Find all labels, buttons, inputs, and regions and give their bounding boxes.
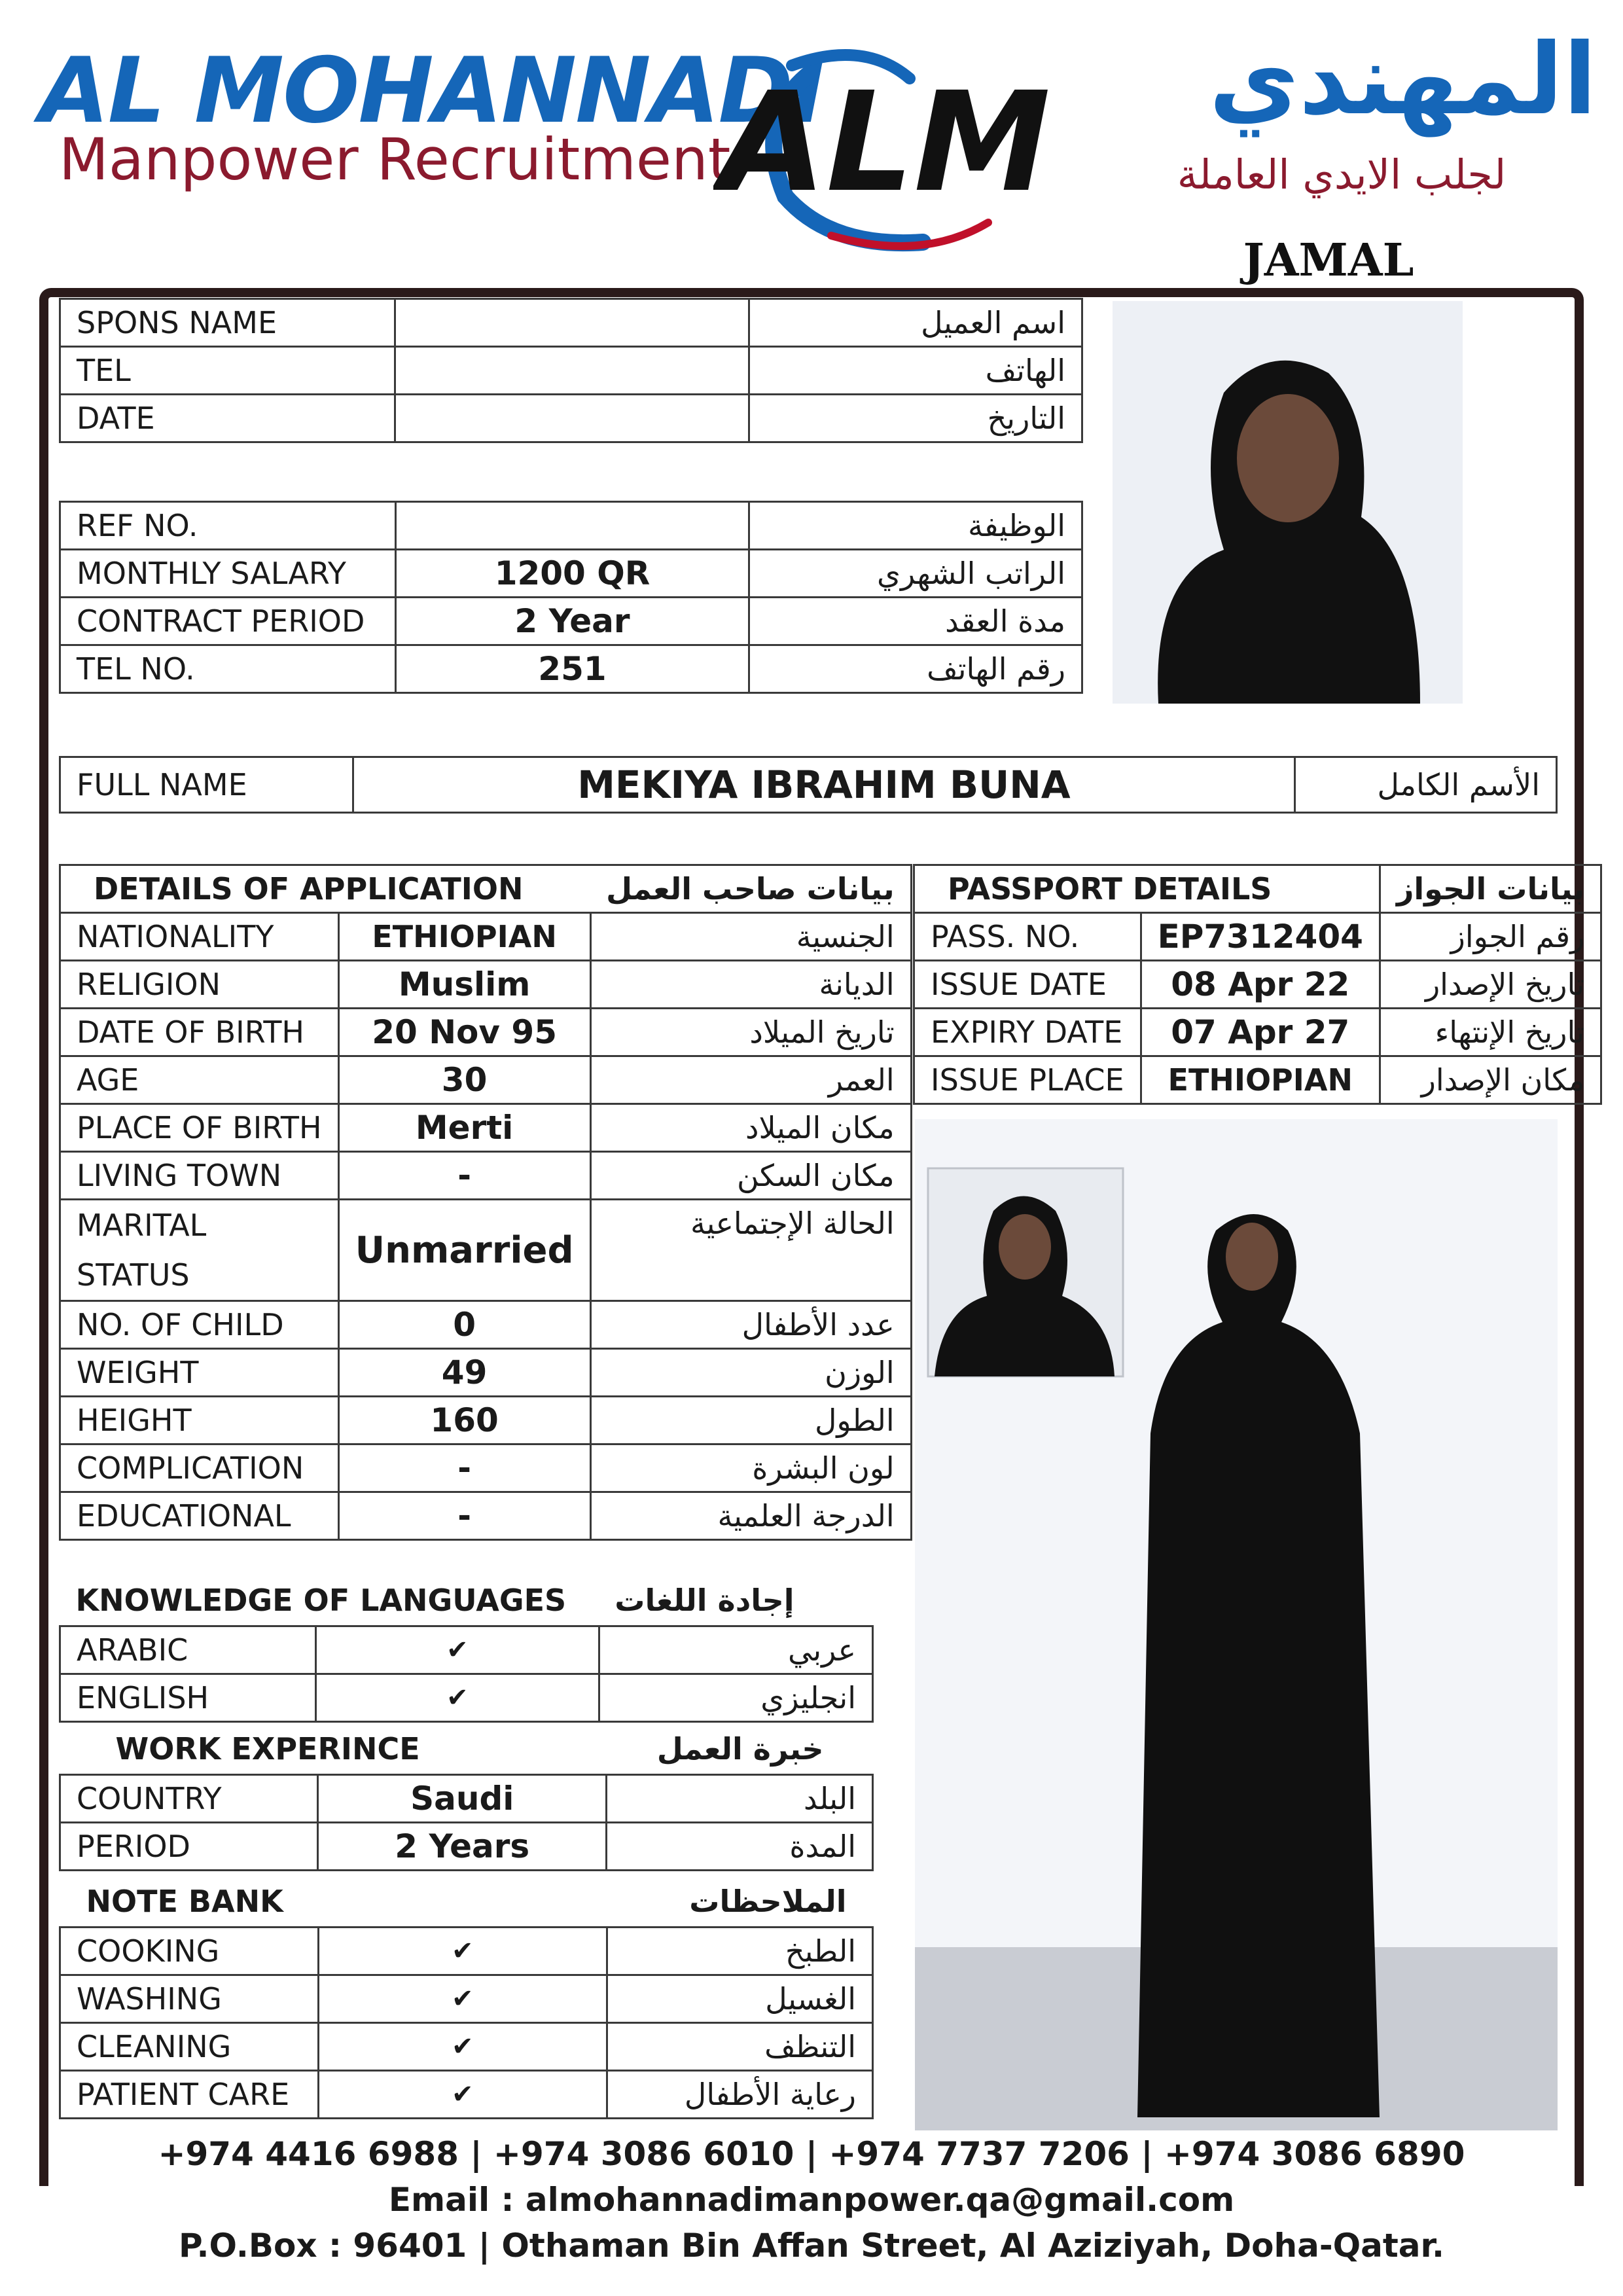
portrait-photo xyxy=(1113,301,1463,704)
table-row xyxy=(914,961,1601,1009)
contract-period-value: 2 Year xyxy=(395,598,749,645)
sponsor-date-label: DATE xyxy=(60,395,395,442)
height-label-ar: الطول xyxy=(590,1397,911,1444)
issue-place-value: ETHIOPIAN xyxy=(1141,1056,1380,1104)
age-label: AGE xyxy=(60,1056,339,1104)
table-row xyxy=(60,1301,912,1349)
issue-place-label-ar: مكان الإصدار xyxy=(1380,1056,1601,1104)
table-row xyxy=(60,1397,912,1444)
table-row xyxy=(60,2070,873,2118)
logo-english-title: AL MOHANNADI xyxy=(39,38,825,143)
table-row xyxy=(60,1626,873,1674)
no-of-child-value: 0 xyxy=(338,1301,590,1349)
country-label-ar: البلد xyxy=(607,1774,873,1822)
passport-section-title: PASSPORT DETAILS xyxy=(914,865,1380,913)
table-row xyxy=(60,1444,912,1492)
monthly-salary-value: 1200 QR xyxy=(395,550,749,598)
check-icon: ✔ xyxy=(318,2022,607,2070)
cleaning-label-ar: التنظف xyxy=(607,2022,872,2070)
table-row xyxy=(60,1774,873,1822)
notes-table xyxy=(59,1877,874,2119)
place-of-birth-label-ar: مكان الميلاد xyxy=(590,1104,911,1152)
check-icon: ✔ xyxy=(318,1927,607,1975)
experience-section-title: WORK EXPERINCE xyxy=(115,1731,420,1767)
table-row xyxy=(914,865,1601,913)
religion-label-ar: الديانة xyxy=(590,961,911,1009)
table-row xyxy=(60,1975,873,2022)
tel-no-label: TEL NO. xyxy=(60,645,396,693)
sponsor-name-field[interactable] xyxy=(395,299,749,347)
languages-table xyxy=(59,1576,874,1723)
nationality-label: NATIONALITY xyxy=(60,913,339,961)
check-icon: ✔ xyxy=(318,2070,607,2118)
footer-email[interactable]: Email : almohannadimanpower.qa@gmail.com xyxy=(388,2181,1235,2219)
table-row xyxy=(914,1056,1601,1104)
educational-label: EDUCATIONAL xyxy=(60,1492,339,1540)
weight-label-ar: الوزن xyxy=(590,1349,911,1397)
table-row xyxy=(60,1927,873,1975)
expiry-date-label-ar: تاريخ الإنتهاء xyxy=(1380,1009,1601,1056)
full-name-value: MEKIYA IBRAHIM BUNA xyxy=(353,757,1295,813)
table-row xyxy=(60,550,1082,598)
full-name-label: FULL NAME xyxy=(60,757,353,813)
no-of-child-label: NO. OF CHILD xyxy=(60,1301,339,1349)
english-label: ENGLISH xyxy=(60,1674,316,1721)
country-value: Saudi xyxy=(318,1774,607,1822)
sponsor-table xyxy=(59,298,1083,443)
table-row xyxy=(60,395,1082,442)
sponsor-date-field[interactable] xyxy=(395,395,749,442)
height-value: 160 xyxy=(338,1397,590,1444)
monthly-salary-label: MONTHLY SALARY xyxy=(60,550,396,598)
issue-date-label-ar: تاريخ الإصدار xyxy=(1380,961,1601,1009)
tel-no-label-ar: رقم الهاتف xyxy=(749,645,1082,693)
table-row xyxy=(60,1492,912,1540)
no-of-child-label-ar: عدد الأطفال xyxy=(590,1301,911,1349)
arabic-label: ARABIC xyxy=(60,1626,316,1674)
passport-section-title-ar: بيانات الجواز xyxy=(1380,865,1601,913)
english-label-ar: انجليزي xyxy=(599,1674,872,1721)
alm-logo-icon xyxy=(713,26,1054,262)
period-value: 2 Years xyxy=(318,1822,607,1870)
living-town-value: - xyxy=(338,1152,590,1200)
date-of-birth-label-ar: تاريخ الميلاد xyxy=(590,1009,911,1056)
sponsor-date-label-ar: التاريخ xyxy=(749,395,1082,442)
weight-value: 49 xyxy=(338,1349,590,1397)
table-row xyxy=(914,1009,1601,1056)
full-name-table xyxy=(59,756,1558,814)
ref-no-label-ar: الوظيفة xyxy=(749,502,1082,550)
table-row xyxy=(60,757,1557,813)
experience-section-title-ar: خبرة العمل xyxy=(656,1731,824,1767)
date-of-birth-value: 20 Nov 95 xyxy=(338,1009,590,1056)
full-body-photo xyxy=(915,1119,1558,2130)
complication-label: COMPLICATION xyxy=(60,1444,339,1492)
patient-care-label-ar: رعاية الأطفال xyxy=(607,2070,872,2118)
table-row xyxy=(914,913,1601,961)
table-row xyxy=(60,1200,912,1301)
table-row xyxy=(60,299,1082,347)
table-row xyxy=(60,961,912,1009)
cooking-label-ar: الطبخ xyxy=(607,1927,872,1975)
age-value: 30 xyxy=(338,1056,590,1104)
expiry-date-value: 07 Apr 27 xyxy=(1141,1009,1380,1056)
logo-english-subtitle: Manpower Recruitment xyxy=(59,126,731,193)
tel-no-value: 251 xyxy=(395,645,749,693)
footer-address: P.O.Box : 96401 | Othaman Bin Affan Street, Al Aziziyah, Doha-Qatar. xyxy=(179,2227,1444,2265)
contract-period-label-ar: مدة العقد xyxy=(749,598,1082,645)
date-of-birth-label: DATE OF BIRTH xyxy=(60,1009,339,1056)
table-row xyxy=(60,1009,912,1056)
table-row xyxy=(60,913,912,961)
issue-date-value: 08 Apr 22 xyxy=(1141,961,1380,1009)
expiry-date-label: EXPIRY DATE xyxy=(914,1009,1141,1056)
job-table xyxy=(59,501,1083,694)
logo-arabic-title: المهندي xyxy=(1209,23,1597,137)
religion-value: Muslim xyxy=(338,961,590,1009)
nationality-label-ar: الجنسية xyxy=(590,913,911,961)
sponsor-name-label-ar: اسم العميل xyxy=(749,299,1082,347)
place-of-birth-value: Merti xyxy=(338,1104,590,1152)
agent-name: JAMAL xyxy=(1243,234,1414,287)
weight-label: WEIGHT xyxy=(60,1349,339,1397)
issue-date-label: ISSUE DATE xyxy=(914,961,1141,1009)
application-section-title-ar: بيانات صاحب العمل xyxy=(590,865,911,913)
issue-place-label: ISSUE PLACE xyxy=(914,1056,1141,1104)
marital-status-label: MARITAL STATUS xyxy=(60,1200,339,1301)
sponsor-name-label: SPONS NAME xyxy=(60,299,395,347)
table-row xyxy=(60,1056,912,1104)
languages-section-title: KNOWLEDGE OF LANGUAGES xyxy=(75,1583,567,1619)
living-town-label-ar: مكان السكن xyxy=(590,1152,911,1200)
table-row xyxy=(60,2022,873,2070)
nationality-value: ETHIOPIAN xyxy=(338,913,590,961)
monthly-salary-label-ar: الراتب الشهري xyxy=(749,550,1082,598)
languages-section-title-ar: إجادة اللغات xyxy=(615,1583,794,1619)
check-icon: ✔ xyxy=(318,1975,607,2022)
sponsor-tel-label-ar: الهاتف xyxy=(749,347,1082,395)
application-section-title: DETAILS OF APPLICATION xyxy=(60,865,591,913)
table-row xyxy=(60,865,912,913)
table-row xyxy=(60,1152,912,1200)
table-row xyxy=(60,347,1082,395)
cooking-label: COOKING xyxy=(60,1927,319,1975)
washing-label: WASHING xyxy=(60,1975,319,2022)
cleaning-label: CLEANING xyxy=(60,2022,319,2070)
marital-status-value: Unmarried xyxy=(338,1200,590,1301)
period-label-ar: المدة xyxy=(607,1822,873,1870)
pass-no-label-ar: رقم الجواز xyxy=(1380,913,1601,961)
contract-period-label: CONTRACT PERIOD xyxy=(60,598,396,645)
notes-section-title-ar: الملاحظات xyxy=(689,1884,847,1920)
educational-label-ar: الدرجة العلمية xyxy=(590,1492,911,1540)
table-row xyxy=(60,1349,912,1397)
table-row xyxy=(60,598,1082,645)
arabic-label-ar: عربي xyxy=(599,1626,872,1674)
sponsor-tel-field[interactable] xyxy=(395,347,749,395)
full-name-label-ar: الأسم الكامل xyxy=(1295,757,1557,813)
sponsor-tel-label: TEL xyxy=(60,347,395,395)
table-row xyxy=(60,645,1082,693)
check-icon: ✔ xyxy=(315,1626,599,1674)
notes-section-title: NOTE BANK xyxy=(86,1884,283,1920)
living-town-label: LIVING TOWN xyxy=(60,1152,339,1200)
pass-no-value: EP7312404 xyxy=(1141,913,1380,961)
educational-value: - xyxy=(338,1492,590,1540)
washing-label-ar: الغسيل xyxy=(607,1975,872,2022)
country-label: COUNTRY xyxy=(60,1774,318,1822)
table-row xyxy=(60,1877,873,1927)
footer-phones: +974 4416 6988 | +974 3086 6010 | +974 7737 7206 | +974 3086 6890 xyxy=(158,2135,1465,2173)
table-row xyxy=(60,1576,873,1626)
logo-mark-text: ALM xyxy=(720,62,1051,223)
table-row xyxy=(60,1674,873,1721)
table-row xyxy=(60,502,1082,550)
ref-no-label: REF NO. xyxy=(60,502,396,550)
religion-label: RELIGION xyxy=(60,961,339,1009)
check-icon: ✔ xyxy=(315,1674,599,1721)
age-label-ar: العمر xyxy=(590,1056,911,1104)
passport-table xyxy=(913,864,1602,1105)
pass-no-label: PASS. NO. xyxy=(914,913,1141,961)
ref-no-value xyxy=(395,502,749,550)
table-row xyxy=(60,1725,873,1774)
table-row xyxy=(60,1104,912,1152)
experience-table xyxy=(59,1725,874,1871)
complication-value: - xyxy=(338,1444,590,1492)
application-table xyxy=(59,864,912,1541)
period-label: PERIOD xyxy=(60,1822,318,1870)
logo-arabic-subtitle: لجلب الايدي العاملة xyxy=(1177,151,1507,198)
place-of-birth-label: PLACE OF BIRTH xyxy=(60,1104,339,1152)
complication-label-ar: لون البشرة xyxy=(590,1444,911,1492)
height-label: HEIGHT xyxy=(60,1397,339,1444)
patient-care-label: PATIENT CARE xyxy=(60,2070,319,2118)
marital-status-label-ar: الحالة الإجتماعية xyxy=(590,1200,911,1301)
table-row xyxy=(60,1822,873,1870)
